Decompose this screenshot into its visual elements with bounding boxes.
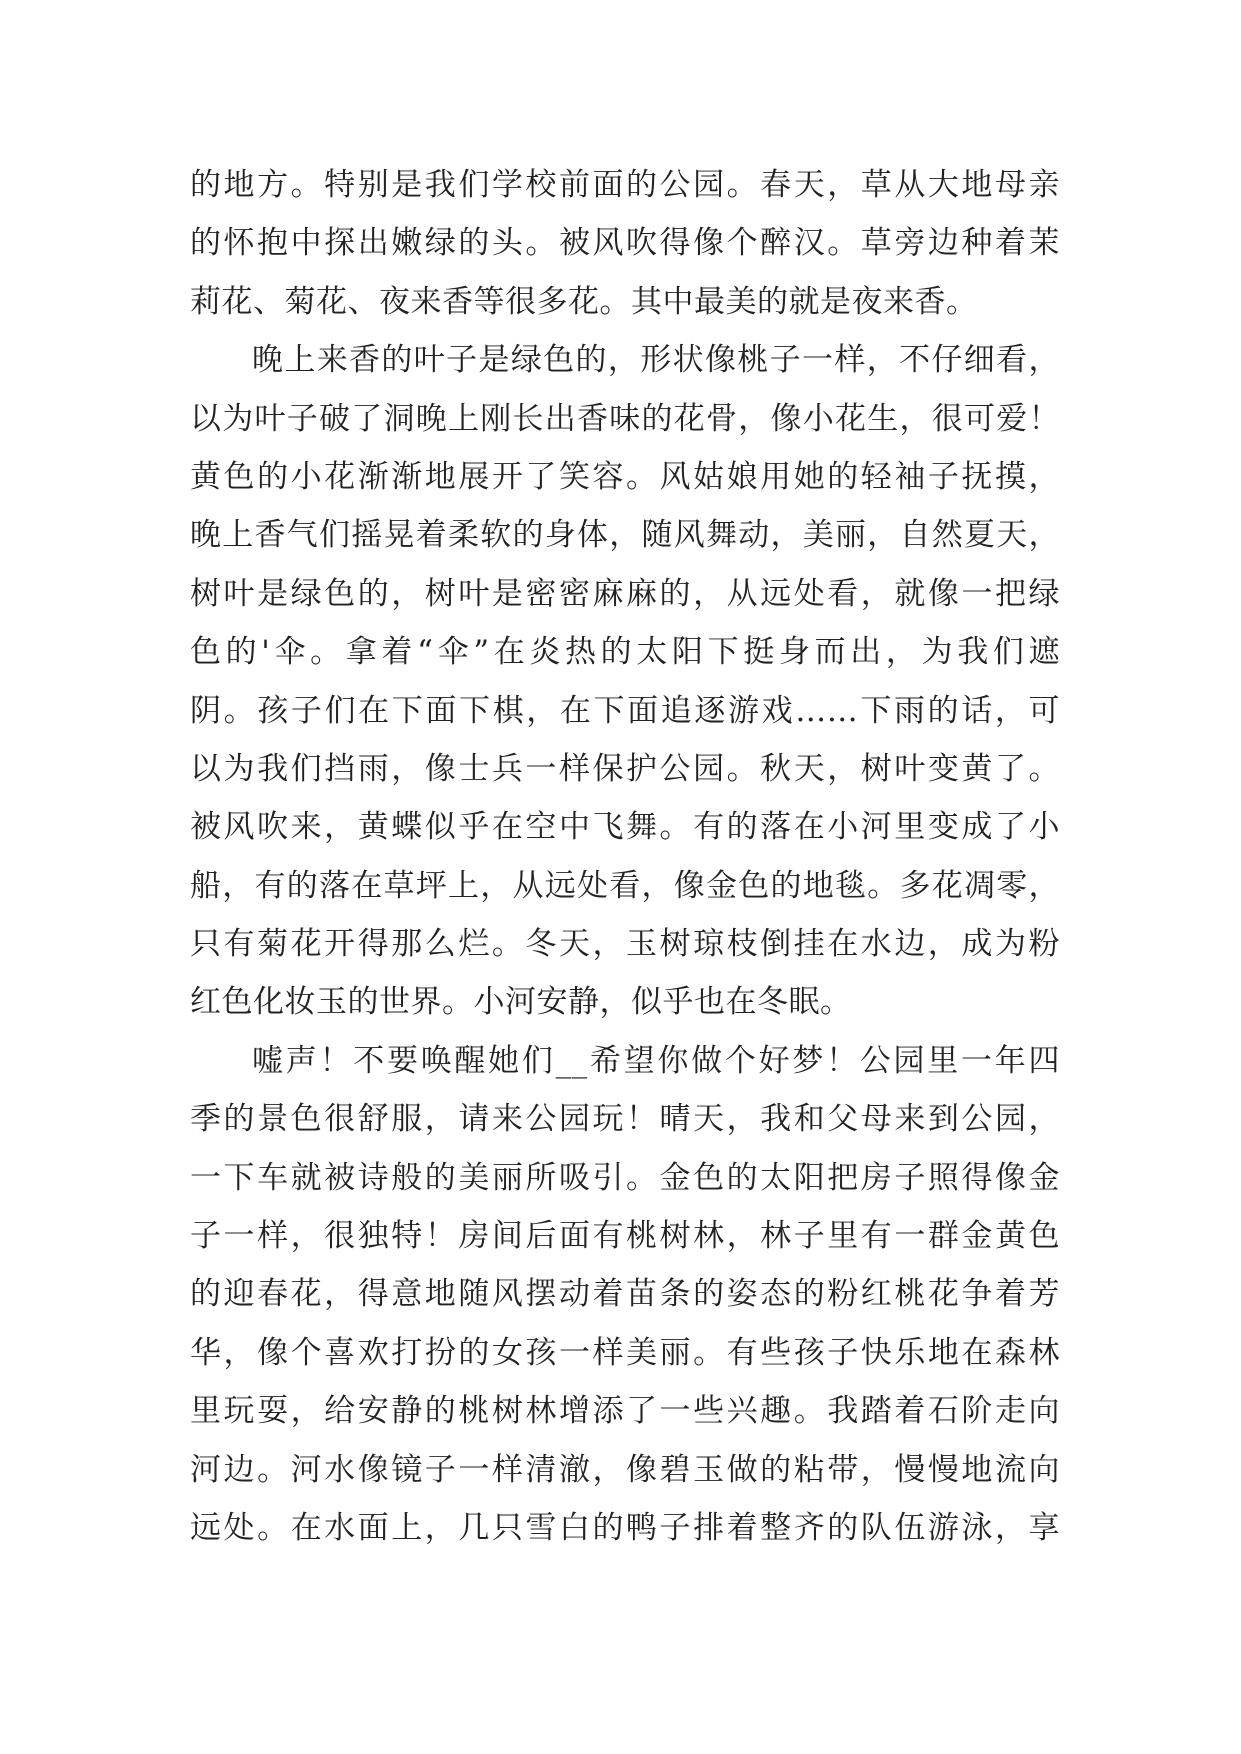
text-line: 阴。孩子们在下面下棋，在下面追逐游戏……下雨的话，可 [190,692,1060,729]
text-line: 以为我们挡雨，像士兵一样保护公园。秋天，树叶变黄了。 [190,750,1060,787]
body-text [190,156,1060,1557]
text-line: 嘘声！不要唤醒她们__希望你做个好梦！公园里一年四 [252,1042,1060,1079]
text-line: 以为叶子破了洞晚上刚长出香味的花骨，像小花生，很可爱！ [190,400,1060,437]
text-line: 船，有的落在草坪上，从远处看，像金色的地毯。多花凋零， [190,867,1060,904]
text-line: 黄色的小花渐渐地展开了笑容。风姑娘用她的轻袖子抚摸， [190,458,1060,495]
text-line: 晚上香气们摇晃着柔软的身体，随风舞动，美丽，自然夏天， [190,517,1060,554]
text-line: 晚上来香的叶子是绿色的，形状像桃子一样，不仔细看， [252,342,1060,379]
text-line: 的地方。特别是我们学校前面的公园。春天，草从大地母亲 [190,167,1060,203]
text-line: 只有菊花开得那么烂。冬天，玉树琼枝倒挂在水边，成为粉 [190,926,1060,963]
text-line: 红色化妆玉的世界。小河安静，似乎也在冬眠。 [190,984,852,1021]
text-line: 一下车就被诗般的美丽所吸引。金色的太阳把房子照得像金 [190,1159,1060,1196]
text-line: 莉花、菊花、夜来香等很多花。其中最美的就是夜来香。 [190,283,978,320]
text-line: 的迎春花，得意地随风摆动着苗条的姿态的粉红桃花争着芳 [190,1276,1060,1313]
text-line: 色的'伞。拿着“伞”在炎热的太阳下挺身而出，为我们遮 [190,634,1060,671]
text-line: 子一样，很独特！房间后面有桃树林，林子里有一群金黄色 [190,1218,1060,1255]
text-line: 被风吹来，黄蝶似乎在空中飞舞。有的落在小河里变成了小 [190,809,1060,846]
text-line: 树叶是绿色的，树叶是密密麻麻的，从远处看，就像一把绿 [190,575,1060,612]
text-line: 远处。在水面上，几只雪白的鸭子排着整齐的队伍游泳，享 [190,1509,1060,1546]
text-line: 河边。河水像镜子一样清澈，像碧玉做的粘带，慢慢地流向 [190,1451,1060,1488]
text-line: 里玩耍，给安静的桃树林增添了一些兴趣。我踏着石阶走向 [190,1393,1060,1430]
text-line: 季的景色很舒服，请来公园玩！晴天，我和父母来到公园， [190,1101,1060,1138]
text-line: 华，像个喜欢打扮的女孩一样美丽。有些孩子快乐地在森林 [190,1334,1060,1371]
text-line: 的怀抱中探出嫩绿的头。被风吹得像个醉汉。草旁边种着茉 [190,225,1060,262]
